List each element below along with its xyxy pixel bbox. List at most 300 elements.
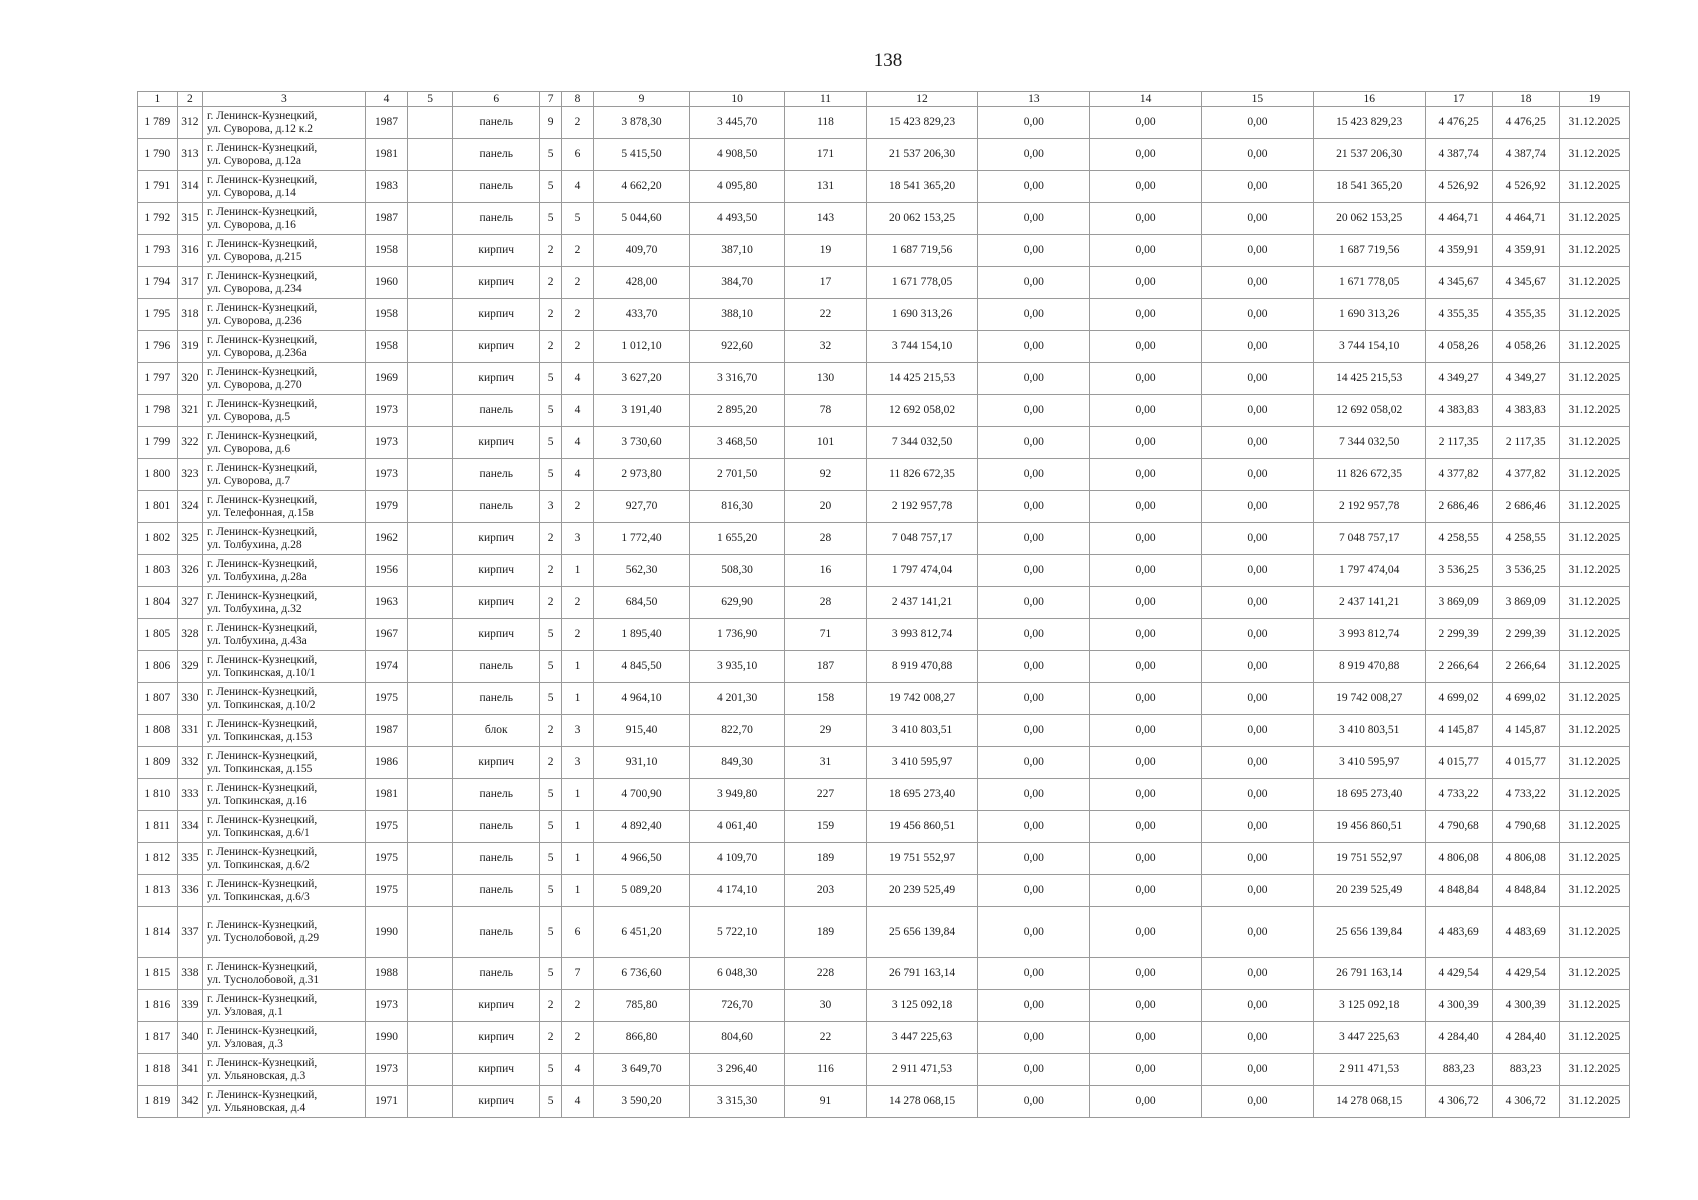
entrances-cell: 2: [561, 619, 594, 651]
year-built-cell: 1956: [365, 555, 408, 587]
amount-cell: 0,00: [1090, 990, 1202, 1022]
max-unit-cost-cell: 4 349,27: [1492, 363, 1559, 395]
residents-cell: 28: [785, 523, 866, 555]
amount-cell: 0,00: [1090, 427, 1202, 459]
address-street: ул. Ульяновская, д.3: [207, 1069, 306, 1082]
empty-cell: [408, 715, 453, 747]
max-unit-cost-cell: 4 476,25: [1492, 107, 1559, 139]
deadline-cell: 31.12.2025: [1559, 235, 1629, 267]
table-row: [138, 907, 1630, 958]
building-number-cell: 314: [177, 171, 202, 203]
entrances-cell: 6: [561, 907, 594, 958]
building-number-cell: 339: [177, 990, 202, 1022]
deadline-cell: 31.12.2025: [1559, 683, 1629, 715]
residents-cell: 29: [785, 715, 866, 747]
living-area-cell: 4 109,70: [689, 843, 785, 875]
wall-material-cell: кирпич: [453, 235, 540, 267]
address-city: г. Ленинск-Кузнецкий,: [207, 589, 318, 602]
address-cell: [203, 299, 366, 331]
table-row: [138, 747, 1630, 779]
wall-material-cell: панель: [453, 958, 540, 990]
unit-cost-cell: 4 464,71: [1425, 203, 1492, 235]
entrances-cell: 1: [561, 779, 594, 811]
row-number-cell: 1 793: [138, 235, 178, 267]
total-cost-cell: 7 344 032,50: [1313, 427, 1425, 459]
page-number: 138: [873, 50, 903, 71]
unit-cost-cell: 4 349,27: [1425, 363, 1492, 395]
total-area-cell: 3 878,30: [594, 107, 690, 139]
amount-cell: 0,00: [978, 363, 1090, 395]
year-built-cell: 1990: [365, 1022, 408, 1054]
floors-cell: 5: [540, 779, 561, 811]
amount-cell: 0,00: [1202, 587, 1314, 619]
living-area-cell: 922,60: [689, 331, 785, 363]
total-cost-cell: 20 239 525,49: [1313, 875, 1425, 907]
address-street: ул. Суворова, д.7: [207, 474, 291, 487]
address-cell: [203, 171, 366, 203]
column-number-row: [138, 92, 1630, 107]
deadline-cell: 31.12.2025: [1559, 1054, 1629, 1086]
living-area-cell: 4 095,80: [689, 171, 785, 203]
address-street: ул. Суворова, д.5: [207, 410, 291, 423]
unit-cost-cell: 4 483,69: [1425, 907, 1492, 958]
table-row: [138, 107, 1630, 139]
address-city: г. Ленинск-Кузнецкий,: [207, 269, 318, 282]
address-street: ул. Суворова, д.236а: [207, 346, 307, 359]
total-cost-cell: 3 744 154,10: [1313, 331, 1425, 363]
year-built-cell: 1967: [365, 619, 408, 651]
total-area-cell: 866,80: [594, 1022, 690, 1054]
total-cost-cell: 14 425 215,53: [1313, 363, 1425, 395]
amount-cell: 0,00: [1090, 811, 1202, 843]
empty-cell: [408, 267, 453, 299]
amount-cell: 0,00: [978, 619, 1090, 651]
address-street: ул. Топкинская, д.10/2: [207, 698, 316, 711]
living-area-cell: 822,70: [689, 715, 785, 747]
residents-cell: 19: [785, 235, 866, 267]
floors-cell: 5: [540, 683, 561, 715]
floors-cell: 2: [540, 555, 561, 587]
repair-cost-cell: 15 423 829,23: [866, 107, 978, 139]
address-city: г. Ленинск-Кузнецкий,: [207, 109, 318, 122]
max-unit-cost-cell: 2 686,46: [1492, 491, 1559, 523]
max-unit-cost-cell: 4 464,71: [1492, 203, 1559, 235]
address-street: ул. Топкинская, д.6/1: [207, 826, 310, 839]
address-city: г. Ленинск-Кузнецкий,: [207, 621, 318, 634]
amount-cell: 0,00: [978, 990, 1090, 1022]
total-area-cell: 927,70: [594, 491, 690, 523]
floors-cell: 9: [540, 107, 561, 139]
total-cost-cell: 20 062 153,25: [1313, 203, 1425, 235]
address-cell: [203, 651, 366, 683]
address-city: г. Ленинск-Кузнецкий,: [207, 461, 318, 474]
total-cost-cell: 3 447 225,63: [1313, 1022, 1425, 1054]
building-number-cell: 324: [177, 491, 202, 523]
repair-cost-cell: 14 425 215,53: [866, 363, 978, 395]
amount-cell: 0,00: [1202, 363, 1314, 395]
column-number-header: 7: [540, 92, 561, 107]
table-row: [138, 990, 1630, 1022]
address-city: г. Ленинск-Кузнецкий,: [207, 301, 318, 314]
building-number-cell: 319: [177, 331, 202, 363]
total-area-cell: 6 736,60: [594, 958, 690, 990]
unit-cost-cell: 2 117,35: [1425, 427, 1492, 459]
address-city: г. Ленинск-Кузнецкий,: [207, 781, 318, 794]
address-street: ул. Толбухина, д.43а: [207, 634, 307, 647]
address-street: ул. Толбухина, д.28а: [207, 570, 307, 583]
amount-cell: 0,00: [978, 491, 1090, 523]
amount-cell: 0,00: [1090, 331, 1202, 363]
building-number-cell: 342: [177, 1086, 202, 1118]
address-cell: [203, 843, 366, 875]
total-cost-cell: 12 692 058,02: [1313, 395, 1425, 427]
total-area-cell: 1 012,10: [594, 331, 690, 363]
unit-cost-cell: 4 145,87: [1425, 715, 1492, 747]
address-street: ул. Суворова, д.16: [207, 218, 296, 231]
deadline-cell: 31.12.2025: [1559, 587, 1629, 619]
residents-cell: 92: [785, 459, 866, 491]
max-unit-cost-cell: 883,23: [1492, 1054, 1559, 1086]
address-cell: [203, 523, 366, 555]
table-row: [138, 267, 1630, 299]
entrances-cell: 3: [561, 523, 594, 555]
entrances-cell: 2: [561, 587, 594, 619]
repair-cost-cell: 19 456 860,51: [866, 811, 978, 843]
floors-cell: 5: [540, 843, 561, 875]
amount-cell: 0,00: [1202, 491, 1314, 523]
floors-cell: 5: [540, 427, 561, 459]
year-built-cell: 1981: [365, 779, 408, 811]
deadline-cell: 31.12.2025: [1559, 107, 1629, 139]
table-row: [138, 651, 1630, 683]
wall-material-cell: панель: [453, 907, 540, 958]
building-number-cell: 330: [177, 683, 202, 715]
amount-cell: 0,00: [978, 331, 1090, 363]
repair-cost-cell: 3 125 092,18: [866, 990, 978, 1022]
residents-cell: 20: [785, 491, 866, 523]
max-unit-cost-cell: 2 299,39: [1492, 619, 1559, 651]
address-city: г. Ленинск-Кузнецкий,: [207, 717, 318, 730]
deadline-cell: 31.12.2025: [1559, 747, 1629, 779]
year-built-cell: 1974: [365, 651, 408, 683]
address-street: ул. Топкинская, д.16: [207, 794, 307, 807]
table-row: [138, 555, 1630, 587]
total-cost-cell: 26 791 163,14: [1313, 958, 1425, 990]
address-street: ул. Топкинская, д.155: [207, 762, 313, 775]
address-city: г. Ленинск-Кузнецкий,: [207, 397, 318, 410]
entrances-cell: 3: [561, 715, 594, 747]
entrances-cell: 2: [561, 990, 594, 1022]
repair-cost-cell: 2 437 141,21: [866, 587, 978, 619]
living-area-cell: 816,30: [689, 491, 785, 523]
max-unit-cost-cell: 4 145,87: [1492, 715, 1559, 747]
entrances-cell: 4: [561, 1086, 594, 1118]
address-city: г. Ленинск-Кузнецкий,: [207, 1056, 318, 1069]
total-cost-cell: 3 993 812,74: [1313, 619, 1425, 651]
max-unit-cost-cell: 4 526,92: [1492, 171, 1559, 203]
repair-cost-cell: 7 344 032,50: [866, 427, 978, 459]
amount-cell: 0,00: [1090, 555, 1202, 587]
floors-cell: 5: [540, 1086, 561, 1118]
wall-material-cell: кирпич: [453, 1086, 540, 1118]
address-city: г. Ленинск-Кузнецкий,: [207, 919, 318, 931]
address-city: г. Ленинск-Кузнецкий,: [207, 493, 318, 506]
floors-cell: 5: [540, 958, 561, 990]
wall-material-cell: панель: [453, 139, 540, 171]
repair-cost-cell: 2 192 957,78: [866, 491, 978, 523]
total-cost-cell: 1 687 719,56: [1313, 235, 1425, 267]
max-unit-cost-cell: 4 383,83: [1492, 395, 1559, 427]
residents-cell: 22: [785, 1022, 866, 1054]
wall-material-cell: панель: [453, 875, 540, 907]
deadline-cell: 31.12.2025: [1559, 523, 1629, 555]
total-area-cell: 3 590,20: [594, 1086, 690, 1118]
empty-cell: [408, 651, 453, 683]
unit-cost-cell: 4 383,83: [1425, 395, 1492, 427]
empty-cell: [408, 1054, 453, 1086]
year-built-cell: 1969: [365, 363, 408, 395]
max-unit-cost-cell: 4 483,69: [1492, 907, 1559, 958]
year-built-cell: 1958: [365, 299, 408, 331]
address-cell: [203, 1086, 366, 1118]
amount-cell: 0,00: [1202, 747, 1314, 779]
column-number-header: 6: [453, 92, 540, 107]
amount-cell: 0,00: [1202, 107, 1314, 139]
wall-material-cell: кирпич: [453, 427, 540, 459]
repair-cost-cell: 18 541 365,20: [866, 171, 978, 203]
address-cell: [203, 235, 366, 267]
wall-material-cell: панель: [453, 651, 540, 683]
row-number-cell: 1 790: [138, 139, 178, 171]
address-street: ул. Суворова, д.236: [207, 314, 302, 327]
amount-cell: 0,00: [978, 427, 1090, 459]
column-number-header: 1: [138, 92, 178, 107]
entrances-cell: 1: [561, 875, 594, 907]
year-built-cell: 1981: [365, 139, 408, 171]
row-number-cell: 1 799: [138, 427, 178, 459]
table-row: [138, 203, 1630, 235]
max-unit-cost-cell: 2 117,35: [1492, 427, 1559, 459]
living-area-cell: 1 736,90: [689, 619, 785, 651]
total-cost-cell: 3 125 092,18: [1313, 990, 1425, 1022]
residents-cell: 228: [785, 958, 866, 990]
empty-cell: [408, 171, 453, 203]
floors-cell: 2: [540, 299, 561, 331]
amount-cell: 0,00: [1202, 459, 1314, 491]
empty-cell: [408, 363, 453, 395]
max-unit-cost-cell: 3 869,09: [1492, 587, 1559, 619]
floors-cell: 5: [540, 811, 561, 843]
address-cell: [203, 958, 366, 990]
row-number-cell: 1 816: [138, 990, 178, 1022]
address-street: ул. Суворова, д.14: [207, 186, 296, 199]
address-cell: [203, 267, 366, 299]
residents-cell: 227: [785, 779, 866, 811]
amount-cell: 0,00: [978, 139, 1090, 171]
entrances-cell: 2: [561, 267, 594, 299]
total-cost-cell: 2 437 141,21: [1313, 587, 1425, 619]
year-built-cell: 1975: [365, 843, 408, 875]
unit-cost-cell: 883,23: [1425, 1054, 1492, 1086]
total-cost-cell: 1 690 313,26: [1313, 299, 1425, 331]
total-cost-cell: 19 456 860,51: [1313, 811, 1425, 843]
row-number-cell: 1 812: [138, 843, 178, 875]
address-cell: [203, 555, 366, 587]
entrances-cell: 3: [561, 747, 594, 779]
deadline-cell: 31.12.2025: [1559, 459, 1629, 491]
amount-cell: 0,00: [1202, 331, 1314, 363]
year-built-cell: 1990: [365, 907, 408, 958]
row-number-cell: 1 814: [138, 907, 178, 958]
max-unit-cost-cell: 4 284,40: [1492, 1022, 1559, 1054]
building-number-cell: 315: [177, 203, 202, 235]
row-number-cell: 1 806: [138, 651, 178, 683]
unit-cost-cell: 4 284,40: [1425, 1022, 1492, 1054]
amount-cell: 0,00: [1090, 683, 1202, 715]
residents-cell: 28: [785, 587, 866, 619]
wall-material-cell: кирпич: [453, 267, 540, 299]
unit-cost-cell: 4 377,82: [1425, 459, 1492, 491]
deadline-cell: 31.12.2025: [1559, 363, 1629, 395]
wall-material-cell: блок: [453, 715, 540, 747]
total-area-cell: 2 973,80: [594, 459, 690, 491]
amount-cell: 0,00: [1202, 523, 1314, 555]
floors-cell: 5: [540, 907, 561, 958]
max-unit-cost-cell: 4 306,72: [1492, 1086, 1559, 1118]
building-number-cell: 334: [177, 811, 202, 843]
empty-cell: [408, 587, 453, 619]
row-number-cell: 1 798: [138, 395, 178, 427]
residents-cell: 159: [785, 811, 866, 843]
amount-cell: 0,00: [1090, 171, 1202, 203]
year-built-cell: 1963: [365, 587, 408, 619]
floors-cell: 2: [540, 587, 561, 619]
residents-cell: 71: [785, 619, 866, 651]
living-area-cell: 3 935,10: [689, 651, 785, 683]
amount-cell: 0,00: [1202, 299, 1314, 331]
housing-registry-table: [137, 91, 1630, 1118]
address-cell: [203, 683, 366, 715]
amount-cell: 0,00: [978, 1054, 1090, 1086]
empty-cell: [408, 107, 453, 139]
unit-cost-cell: 2 266,64: [1425, 651, 1492, 683]
column-number-header: 16: [1313, 92, 1425, 107]
deadline-cell: 31.12.2025: [1559, 427, 1629, 459]
amount-cell: 0,00: [1202, 619, 1314, 651]
repair-cost-cell: 20 062 153,25: [866, 203, 978, 235]
living-area-cell: 726,70: [689, 990, 785, 1022]
total-cost-cell: 18 695 273,40: [1313, 779, 1425, 811]
total-area-cell: 5 044,60: [594, 203, 690, 235]
year-built-cell: 1973: [365, 459, 408, 491]
wall-material-cell: кирпич: [453, 747, 540, 779]
table-row: [138, 875, 1630, 907]
deadline-cell: 31.12.2025: [1559, 491, 1629, 523]
living-area-cell: 3 949,80: [689, 779, 785, 811]
address-city: г. Ленинск-Кузнецкий,: [207, 205, 318, 218]
wall-material-cell: панель: [453, 491, 540, 523]
unit-cost-cell: 4 699,02: [1425, 683, 1492, 715]
amount-cell: 0,00: [1090, 459, 1202, 491]
building-number-cell: 321: [177, 395, 202, 427]
entrances-cell: 2: [561, 299, 594, 331]
amount-cell: 0,00: [978, 235, 1090, 267]
amount-cell: 0,00: [978, 958, 1090, 990]
address-street: ул. Суворова, д.215: [207, 250, 302, 263]
amount-cell: 0,00: [1090, 523, 1202, 555]
deadline-cell: 31.12.2025: [1559, 299, 1629, 331]
address-street: ул. Туснолобовой, д.31: [207, 973, 320, 986]
unit-cost-cell: 4 306,72: [1425, 1086, 1492, 1118]
column-number-header: 8: [561, 92, 594, 107]
residents-cell: 16: [785, 555, 866, 587]
wall-material-cell: кирпич: [453, 299, 540, 331]
total-area-cell: 433,70: [594, 299, 690, 331]
amount-cell: 0,00: [978, 459, 1090, 491]
living-area-cell: 629,90: [689, 587, 785, 619]
amount-cell: 0,00: [978, 811, 1090, 843]
address-street: ул. Толбухина, д.28: [207, 538, 302, 551]
empty-cell: [408, 958, 453, 990]
building-number-cell: 322: [177, 427, 202, 459]
row-number-cell: 1 797: [138, 363, 178, 395]
amount-cell: 0,00: [1202, 267, 1314, 299]
deadline-cell: 31.12.2025: [1559, 555, 1629, 587]
entrances-cell: 5: [561, 203, 594, 235]
residents-cell: 31: [785, 747, 866, 779]
wall-material-cell: кирпич: [453, 523, 540, 555]
row-number-cell: 1 811: [138, 811, 178, 843]
total-area-cell: 3 649,70: [594, 1054, 690, 1086]
table-row: [138, 491, 1630, 523]
unit-cost-cell: 4 300,39: [1425, 990, 1492, 1022]
row-number-cell: 1 817: [138, 1022, 178, 1054]
unit-cost-cell: 3 869,09: [1425, 587, 1492, 619]
row-number-cell: 1 810: [138, 779, 178, 811]
address-cell: [203, 715, 366, 747]
repair-cost-cell: 1 671 778,05: [866, 267, 978, 299]
floors-cell: 5: [540, 363, 561, 395]
entrances-cell: 2: [561, 1022, 594, 1054]
entrances-cell: 4: [561, 171, 594, 203]
table-row: [138, 619, 1630, 651]
address-cell: [203, 1054, 366, 1086]
amount-cell: 0,00: [1090, 958, 1202, 990]
row-number-cell: 1 815: [138, 958, 178, 990]
address-city: г. Ленинск-Кузнецкий,: [207, 749, 318, 762]
address-city: г. Ленинск-Кузнецкий,: [207, 653, 318, 666]
living-area-cell: 849,30: [689, 747, 785, 779]
address-cell: [203, 990, 366, 1022]
address-cell: [203, 779, 366, 811]
amount-cell: 0,00: [1202, 990, 1314, 1022]
repair-cost-cell: 14 278 068,15: [866, 1086, 978, 1118]
table-row: [138, 395, 1630, 427]
year-built-cell: 1987: [365, 203, 408, 235]
wall-material-cell: кирпич: [453, 1022, 540, 1054]
amount-cell: 0,00: [978, 171, 1090, 203]
row-number-cell: 1 792: [138, 203, 178, 235]
year-built-cell: 1960: [365, 267, 408, 299]
floors-cell: 5: [540, 459, 561, 491]
floors-cell: 5: [540, 171, 561, 203]
entrances-cell: 2: [561, 235, 594, 267]
deadline-cell: 31.12.2025: [1559, 203, 1629, 235]
total-cost-cell: 2 911 471,53: [1313, 1054, 1425, 1086]
floors-cell: 2: [540, 235, 561, 267]
unit-cost-cell: 4 476,25: [1425, 107, 1492, 139]
address-street: ул. Туснолобовой, д.29: [207, 932, 320, 944]
